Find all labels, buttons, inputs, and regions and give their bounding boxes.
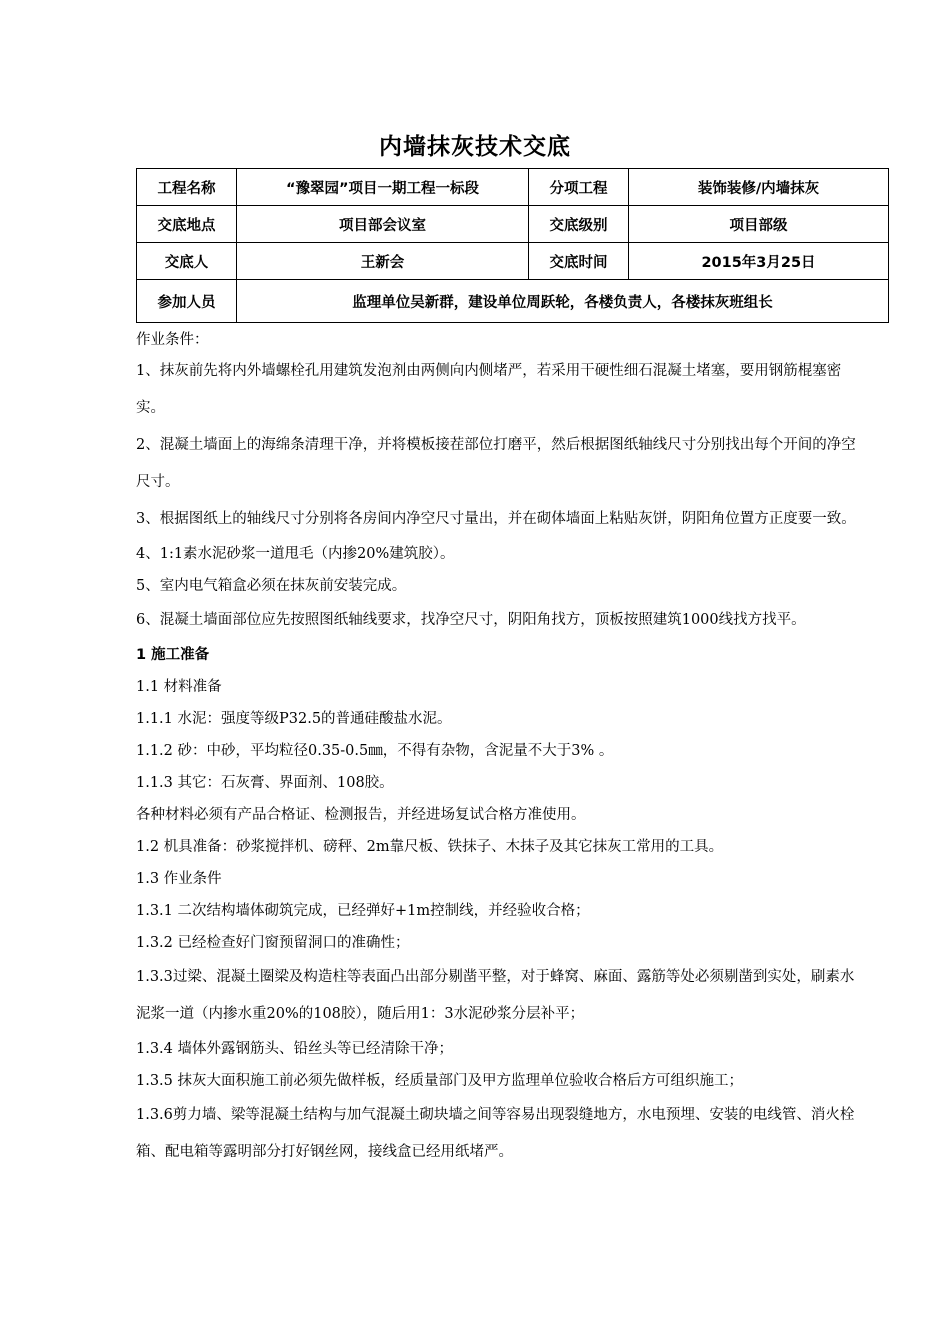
value-level: 项目部级 <box>629 206 889 243</box>
label-location: 交底地点 <box>137 206 237 243</box>
paragraph: 1.3.2 已经检查好门窗预留洞口的准确性； <box>136 935 410 951</box>
table-row <box>137 280 889 323</box>
table-row <box>137 206 889 243</box>
paragraph: 3、根据图纸上的轴线尺寸分别将各房间内净空尺寸量出，并在砌体墙面上粘贴灰饼，阴阳角位置方正度要一致。 <box>136 511 856 527</box>
paragraph: 4、1:1素水泥砂浆一道甩毛（内掺20%建筑胶）。 <box>136 546 455 562</box>
paragraph: 6、混凝土墙面部位应先按照图纸轴线要求，找净空尺寸，阴阳角找方，顶板按照建筑1000线找方找平。 <box>136 612 806 628</box>
paragraph: 1.3.5 抹灰大面积施工前必须先做样板，经质量部门及甲方监理单位验收合格后方可组织施工； <box>136 1073 743 1089</box>
value-sub-project: 装饰装修/内墙抹灰 <box>629 169 889 206</box>
section-heading: 1 施工准备 <box>136 647 210 663</box>
value-location: 项目部会议室 <box>237 206 529 243</box>
label-project-name: 工程名称 <box>137 169 237 206</box>
paragraph: 1.3.4 墙体外露钢筋头、铅丝头等已经清除干净； <box>136 1041 454 1057</box>
paragraph: 5、室内电气箱盒必须在抹灰前安装完成。 <box>136 578 407 594</box>
value-date: 2015年3月25日 <box>629 243 889 280</box>
label-date: 交底时间 <box>529 243 629 280</box>
paragraph: 1.3.1 二次结构墙体砌筑完成，已经弹好+1m控制线，并经验收合格； <box>136 903 590 919</box>
document-body <box>136 327 868 1171</box>
paragraph: 2、混凝土墙面上的海绵条清理干净，并将模板接茬部位打磨平，然后根据图纸轴线尺寸分别找出每个开间的净空尺寸。 <box>136 437 856 490</box>
label-level: 交底级别 <box>529 206 629 243</box>
value-presenter: 王新会 <box>237 243 529 280</box>
paragraph: 1、抹灰前先将内外墙螺栓孔用建筑发泡剂由两侧向内侧堵严，若采用干硬性细石混凝土堵塞，要用钢筋棍塞密实。 <box>136 363 842 416</box>
value-participants: 监理单位吴新群，建设单位周跃轮，各楼负责人，各楼抹灰班组长 <box>237 280 889 323</box>
table-row <box>137 169 889 206</box>
paragraph: 1.3.3过梁、混凝土圈梁及构造柱等表面凸出部分剔凿平整，对于蜂窝、麻面、露筋等处必须剔凿到实处，刷素水泥浆一道（内掺水重20%的108胶），随后用1：3水泥砂浆分层补平； <box>136 969 855 1022</box>
label-presenter: 交底人 <box>137 243 237 280</box>
paragraph: 1.1.2 砂：中砂，平均粒径0.35-0.5㎜，不得有杂物，含泥量不大于3% 。 <box>136 743 614 759</box>
info-table <box>136 168 889 323</box>
value-project-name: “豫翠园”项目一期工程一标段 <box>237 169 529 206</box>
label-sub-project: 分项工程 <box>529 169 629 206</box>
table-row <box>137 243 889 280</box>
paragraph: 1.1.3 其它：石灰膏、界面剂、108胶。 <box>136 775 394 791</box>
paragraph: 各种材料必须有产品合格证、检测报告，并经进场复试合格方准使用。 <box>136 807 586 823</box>
paragraph: 1.2 机具准备：砂浆搅拌机、磅秤、2m靠尺板、铁抹子、木抹子及其它抹灰工常用的工具。 <box>136 839 724 855</box>
document-title: 内墙抹灰技术交底 <box>379 134 571 160</box>
paragraph: 1.3.6剪力墙、梁等混凝土结构与加气混凝土砌块墙之间等容易出现裂缝地方，水电预埋、安装的电线管、消火栓箱、配电箱等露明部分打好钢丝网，接线盒已经用纸堵严。 <box>136 1107 855 1160</box>
paragraph: 1.1 材料准备 <box>136 679 222 695</box>
paragraph: 1.3 作业条件 <box>136 871 222 887</box>
section-heading: 作业条件： <box>136 332 209 348</box>
label-participants: 参加人员 <box>137 280 237 323</box>
paragraph: 1.1.1 水泥：强度等级P32.5的普通硅酸盐水泥。 <box>136 711 452 727</box>
